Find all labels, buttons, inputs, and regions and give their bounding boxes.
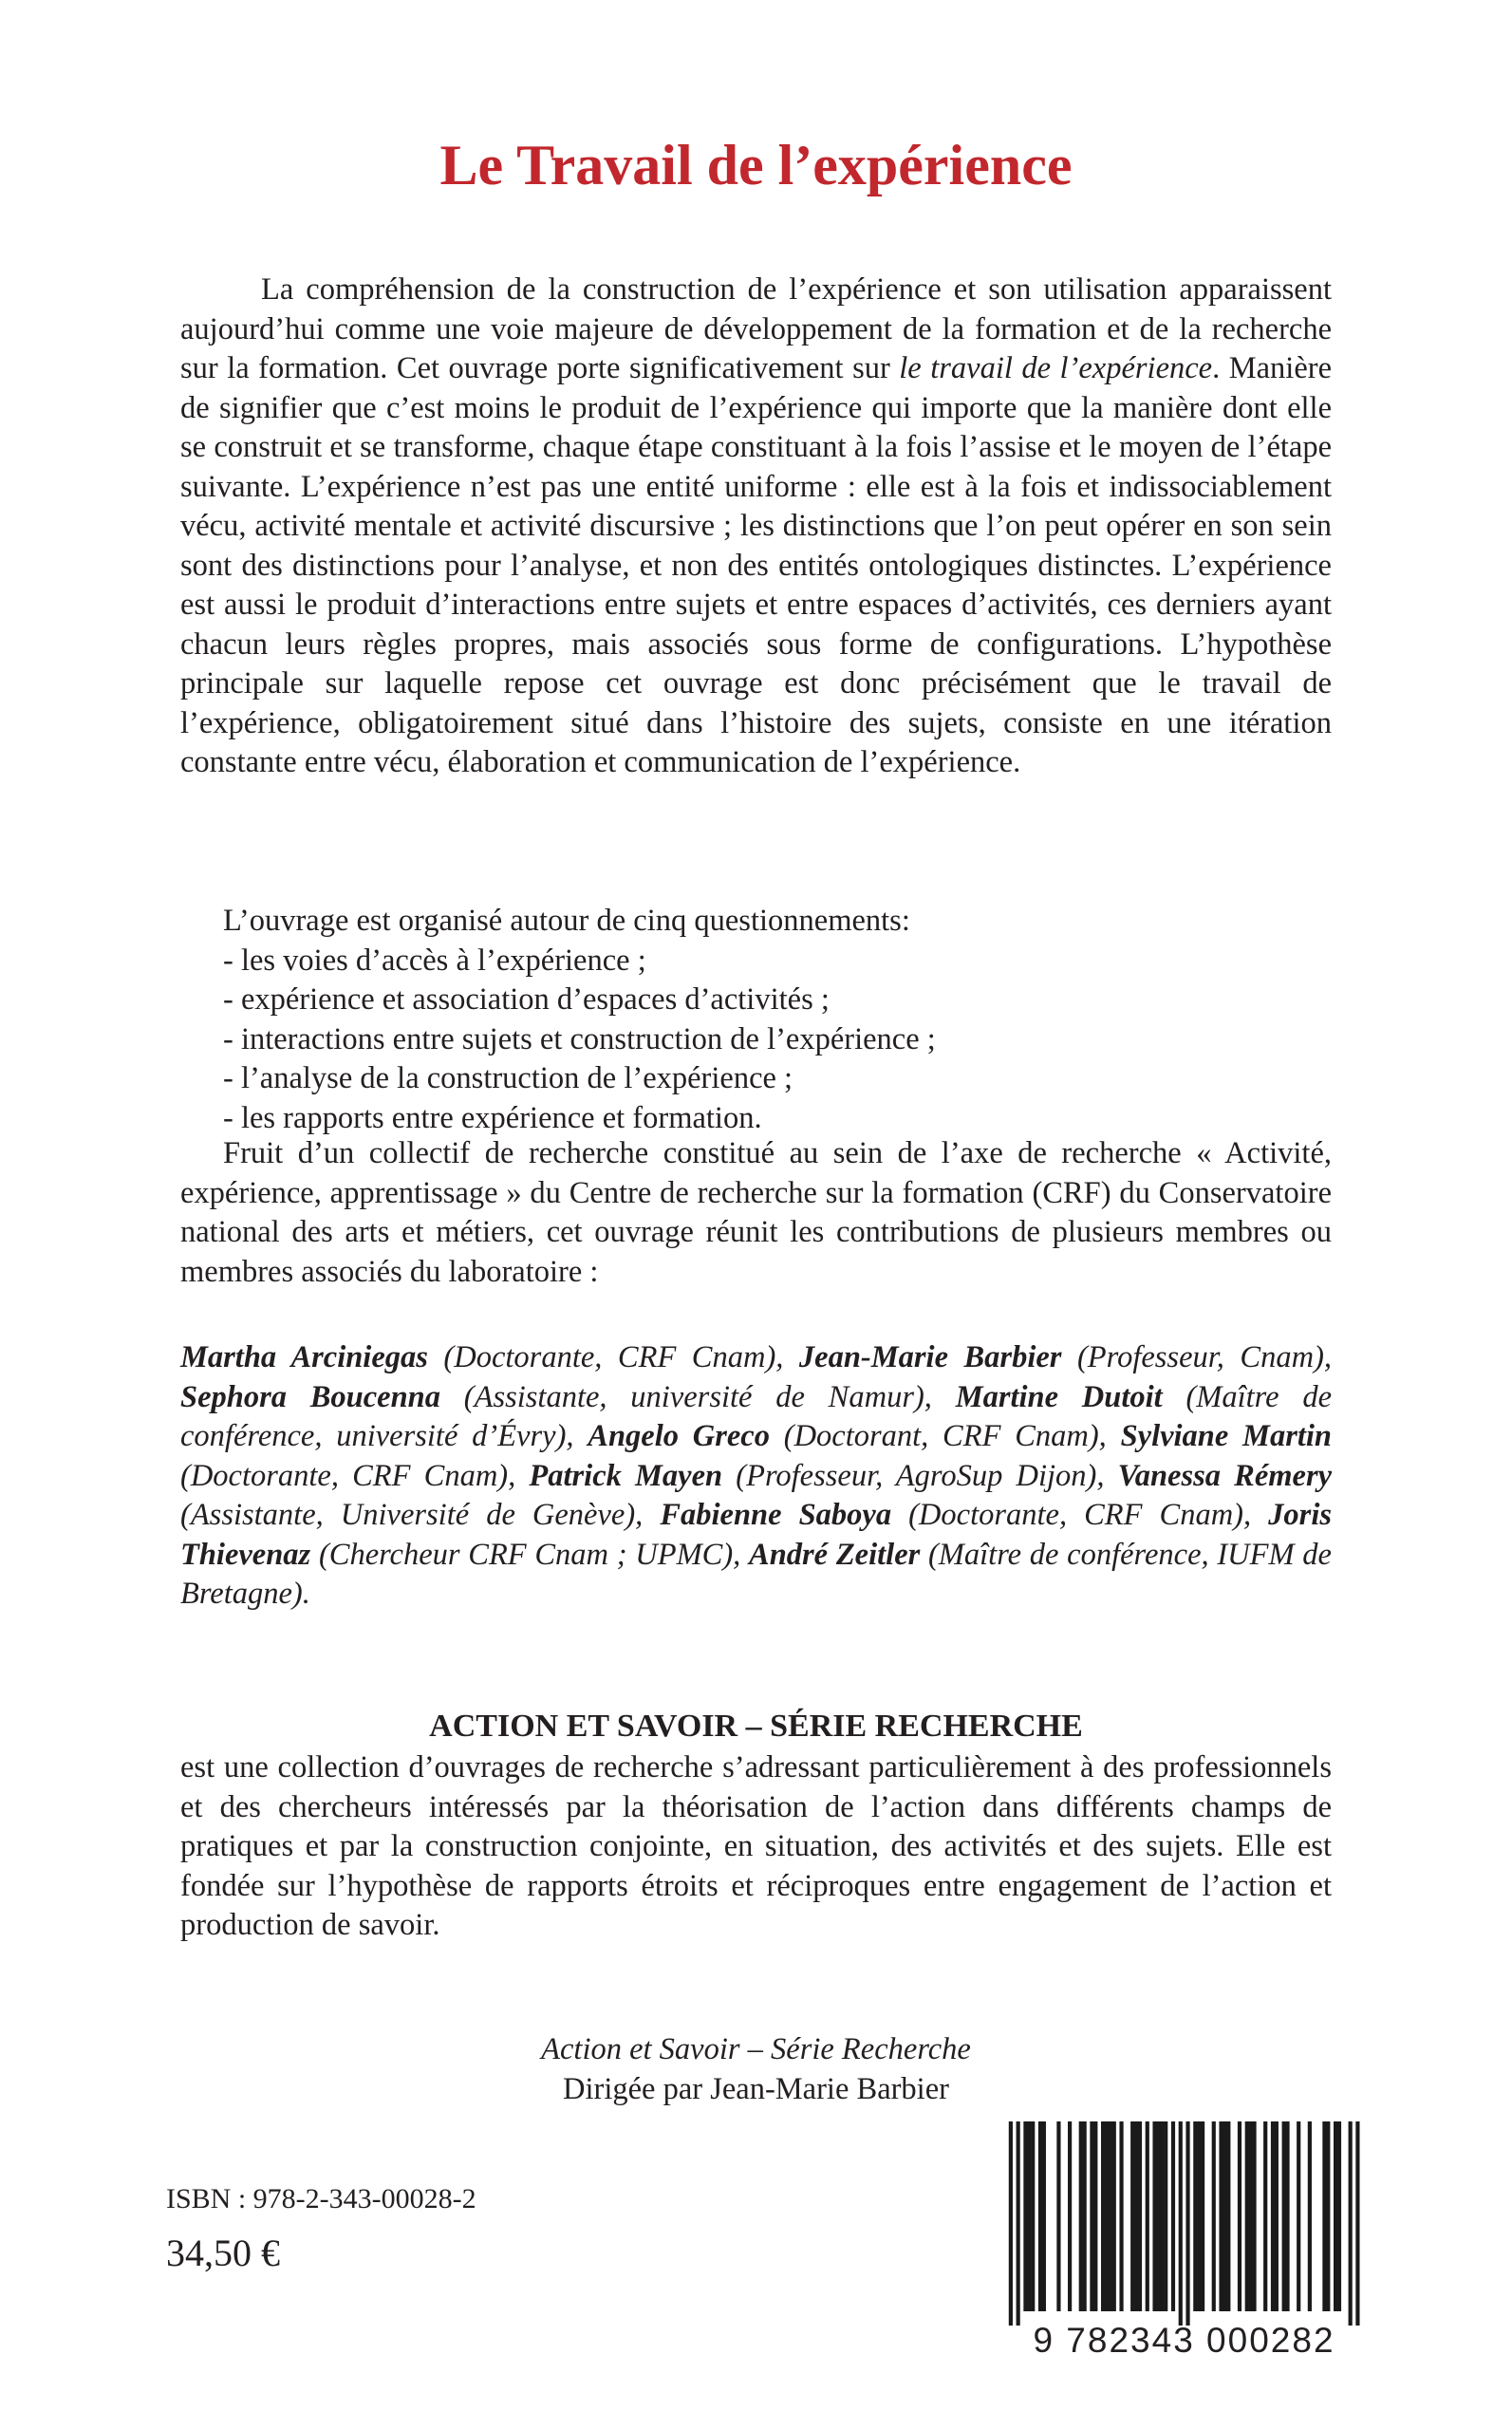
question-item: - les rapports entre expérience et formation. — [223, 1100, 762, 1135]
barcode-bar — [1130, 2121, 1134, 2311]
barcode-bar — [1156, 2121, 1160, 2311]
barcode-bar — [1038, 2121, 1042, 2311]
contributor-role: (Doctorante, CRF Cnam), — [427, 1340, 799, 1374]
barcode-bar — [1105, 2121, 1109, 2311]
barcode-bar — [1263, 2121, 1267, 2311]
barcode-bars — [1001, 2121, 1367, 2326]
barcode-bar — [1068, 2121, 1072, 2311]
barcode-bar — [1275, 2121, 1279, 2311]
question-item: - expérience et association d’espaces d’activités ; — [223, 982, 830, 1017]
barcode-bar — [1101, 2121, 1105, 2311]
barcode-bar — [1337, 2121, 1341, 2311]
contributor-role: (Maître de conférence, IUFM de Bretagne). — [180, 1537, 1332, 1611]
contributor-role: (Assistante, université de Namur), — [440, 1379, 956, 1414]
contributor-name: Sephora Boucenna — [180, 1379, 440, 1414]
question-item: - les voies d’accès à l’expérience ; — [223, 943, 646, 978]
barcode-bar — [1042, 2121, 1046, 2311]
barcode-bar — [1271, 2121, 1275, 2311]
barcode-bar — [1031, 2121, 1035, 2311]
intro-text-start: La compréhension de la construction de l’expérience et son utilisation apparaissent aujourd’hui comme une voie majeure de développement de la formation et de la recherche sur la formation. Cet ouvrage porte significativement sur — [180, 272, 1332, 385]
contributor-role: (Assistante, Université de Genève), — [180, 1498, 661, 1532]
intro-paragraph — [180, 271, 1332, 783]
contributor-name: Patrick Mayen — [529, 1458, 723, 1493]
price: 34,50 € — [166, 2232, 280, 2274]
contributor-name: Joris Thievenaz — [180, 1498, 1332, 1572]
barcode-bar — [1322, 2121, 1326, 2311]
contributor-name: Martine Dutoit — [955, 1379, 1163, 1414]
series-heading: ACTION ET SAVOIR – SÉRIE RECHERCHE — [429, 1709, 1083, 1744]
contributor-role: (Maître de conférence, université d’Évry), — [180, 1379, 1332, 1453]
barcode-bar — [1285, 2121, 1289, 2311]
barcode-bar — [1083, 2121, 1087, 2311]
barcode-bar — [1252, 2121, 1256, 2311]
barcode-bar — [1023, 2121, 1027, 2311]
contributor-name: Martha Arciniegas — [180, 1340, 428, 1374]
contributor-name: Jean-Marie Barbier — [798, 1340, 1062, 1374]
barcode-bar — [1171, 2121, 1175, 2311]
barcode-bar — [1219, 2121, 1223, 2311]
barcode-bar — [1017, 2121, 1020, 2326]
barcode-bar — [1282, 2121, 1286, 2311]
barcode-bar — [1326, 2121, 1330, 2311]
intro-italic-phrase: le travail de l’expérience — [899, 351, 1213, 385]
barcode-bar — [1349, 2121, 1353, 2326]
barcode-bar — [1138, 2121, 1142, 2311]
question-item: - l’analyse de la construction de l’expérience ; — [223, 1061, 793, 1095]
barcode-bar — [1160, 2121, 1164, 2311]
questions-lead: L’ouvrage est organisé autour de cinq questionnements: — [223, 904, 910, 938]
barcode-digits: 9 782343 000282 — [1033, 2321, 1335, 2360]
barcode-bar — [1134, 2121, 1138, 2311]
contributor-name: Angelo Greco — [588, 1419, 770, 1453]
barcode-bar — [1056, 2121, 1060, 2311]
barcode-bar — [1179, 2121, 1183, 2326]
isbn: ISBN : 978-2-343-00028-2 — [166, 2183, 476, 2214]
intro-text-end: . Manière de signifier que c’est moins le produit de l’expérience qui importe que la manière dont elle se construit et se transforme, chaque étape constituant à la fois l’assise et le moyen de l’étape suivante. L’expérience n’est pas une entité uniforme : elle est à la fois et indissociablement vécu, activité mentale et activité discursive ; les distinctions que l’on peut opérer en son sein sont des distinctions pour l’analyse, et non des entités ontologiques distinctes. L’expérience est aussi le produit d’interactions entre sujets et entre espaces d’activités, ces derniers ayant chacun leurs règles propres, mais associés sous forme de configurations. L’hypothèse principale sur laquelle repose cet ouvrage est donc précisément que le travail de l’expérience, obligatoirement situé dans l’histoire des sujets, consiste en une itération constante entre vécu, élaboration et communication de l’expérience. — [180, 351, 1332, 779]
barcode-bar — [1090, 2121, 1093, 2311]
barcode-bar — [1093, 2121, 1097, 2311]
contributor-role: (Doctorante, CRF Cnam), — [180, 1458, 530, 1493]
barcode-bar — [1308, 2121, 1312, 2311]
contributor-role: (Chercheur CRF Cnam ; UPMC), — [310, 1537, 750, 1572]
barcode-bar — [1212, 2121, 1216, 2311]
contributor-name: Sylviane Martin — [1120, 1419, 1332, 1453]
barcode-bar — [1193, 2121, 1197, 2311]
barcode-bar — [1201, 2121, 1204, 2311]
barcode — [1001, 2121, 1367, 2363]
barcode-bar — [1109, 2121, 1112, 2311]
barcode-bar — [1185, 2121, 1189, 2326]
barcode-bar — [1197, 2121, 1201, 2311]
contributors-paragraph — [180, 1338, 1332, 1615]
book-title: Le Travail de l’expérience — [439, 134, 1073, 196]
barcode-bar — [1249, 2121, 1253, 2311]
contributor-role: (Doctorant, CRF Cnam), — [769, 1419, 1121, 1453]
question-item: - interactions entre sujets et construction de l’expérience ; — [223, 1021, 936, 1056]
collection-name: Action et Savoir – Série Recherche — [541, 2032, 971, 2066]
barcode-bar — [1238, 2121, 1241, 2311]
collection-director: Dirigée par Jean-Marie Barbier — [563, 2072, 949, 2106]
barcode-bar — [1355, 2121, 1359, 2326]
barcode-bar — [1223, 2121, 1226, 2311]
barcode-bar — [1146, 2121, 1149, 2311]
contributor-role: (Professeur, Cnam), — [1061, 1340, 1333, 1374]
barcode-bar — [1079, 2121, 1083, 2311]
contributor-role: (Doctorante, CRF Cnam), — [891, 1498, 1269, 1532]
barcode-bar — [1245, 2121, 1249, 2311]
contributor-name: Vanessa Rémery — [1117, 1458, 1333, 1493]
barcode-bar — [1112, 2121, 1116, 2311]
barcode-bar — [1226, 2121, 1230, 2311]
series-description: est une collection d’ouvrages de recherche s’adressant particulièrement à des professionnels et des chercheurs intéressés par la théorisation de l’action dans différents champs de pratiques et par la construction conjointe, en situation, des activités et des sujets. Elle est fondée sur l’hypothèse de rapports étroits et réciproques entre engagement de l’action et production de savoir. — [180, 1750, 1332, 1942]
barcode-bar — [1119, 2121, 1123, 2311]
collective-paragraph: Fruit d’un collectif de recherche constitué au sein de l’axe de recherche « Activité, expérience, apprentissage » du Centre de recherche sur la formation (CRF) du Conservatoire national des arts et métiers, cet ouvrage réunit les contributions de plusieurs membres ou membres associés du laboratoire : — [180, 1136, 1332, 1289]
contributor-role: (Professeur, AgroSup Dijon), — [722, 1458, 1118, 1493]
contributor-name: André Zeitler — [749, 1537, 921, 1572]
barcode-bar — [1009, 2121, 1013, 2326]
contributor-name: Fabienne Saboya — [660, 1498, 892, 1532]
collection-info — [0, 2029, 1512, 2109]
questions-list — [223, 902, 1334, 1138]
barcode-bar — [1164, 2121, 1167, 2311]
barcode-bar — [1334, 2121, 1337, 2311]
barcode-bar — [1152, 2121, 1156, 2311]
barcode-bar — [1027, 2121, 1031, 2311]
barcode-bar — [1297, 2121, 1300, 2311]
